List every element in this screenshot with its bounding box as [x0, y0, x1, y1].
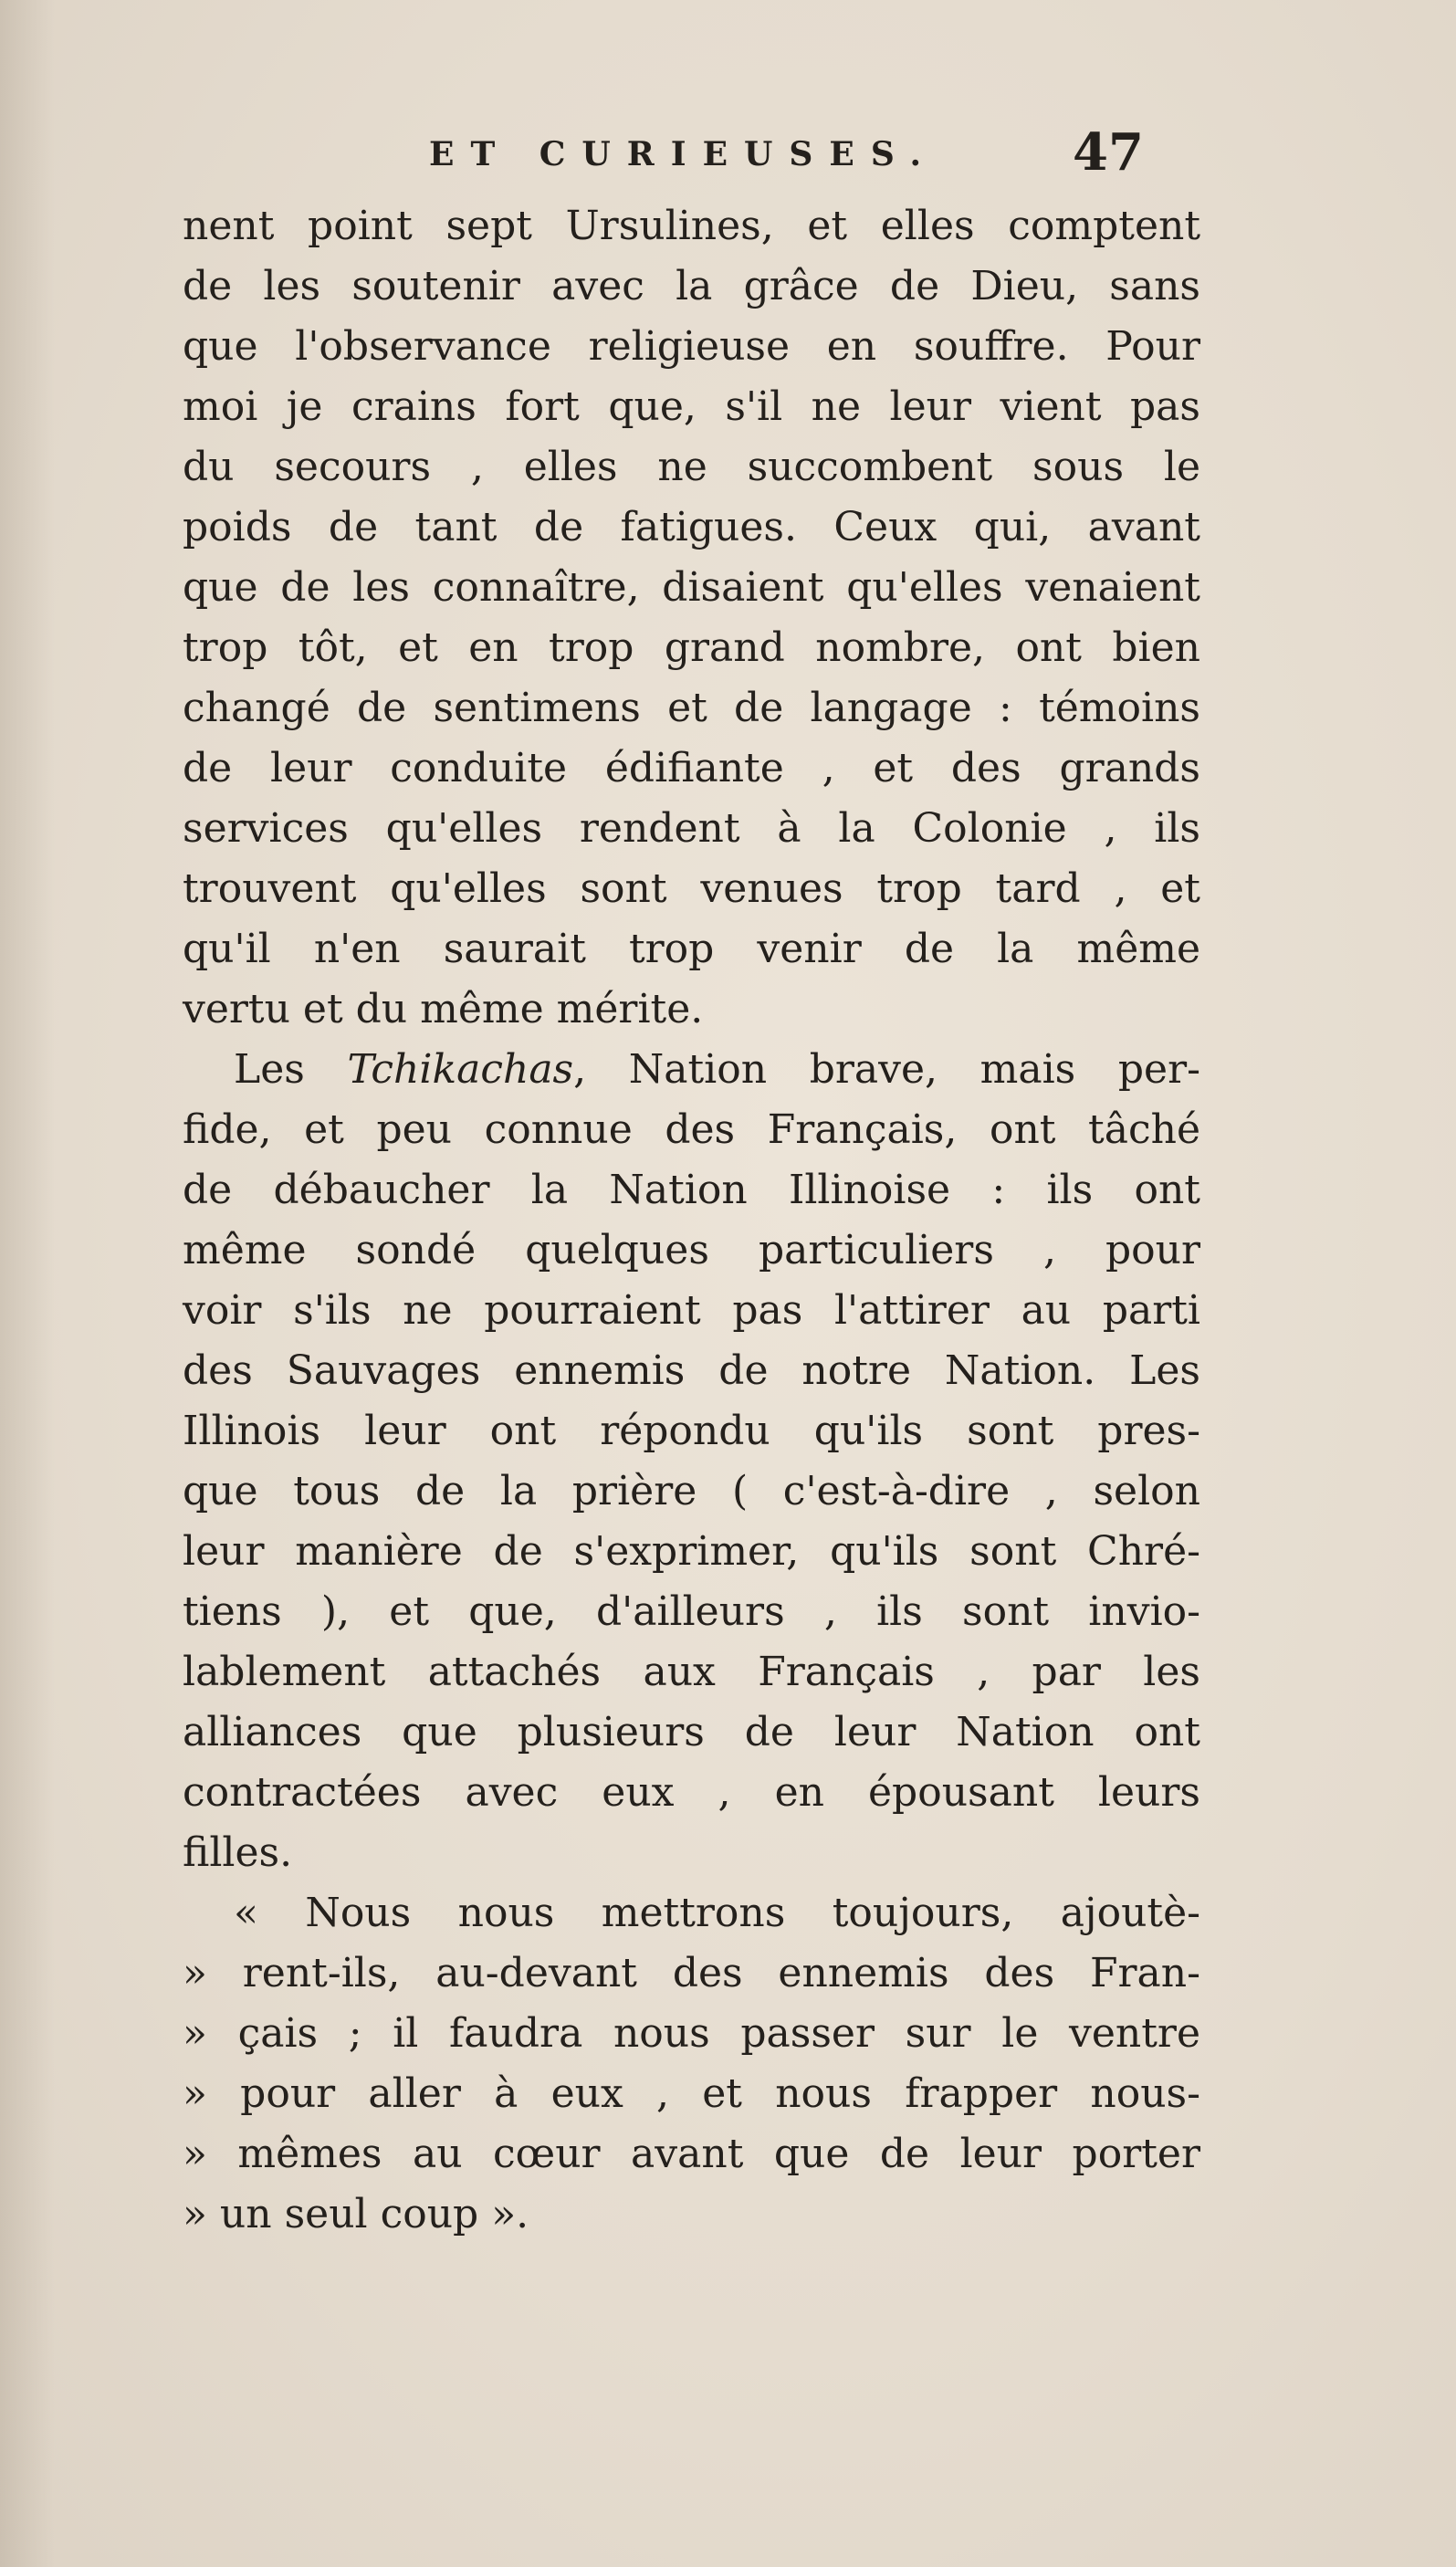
text-line: trouvent qu'elles sont venues trop tard , et — [183, 865, 1200, 912]
text-line: services qu'elles rendent à la Colonie , ils — [183, 805, 1200, 852]
text-line: que de les connaître, disaient qu'elles venaient — [183, 564, 1200, 611]
text-line: poids de tant de fatigues. Ceux qui, avant — [183, 504, 1200, 550]
text-line: leur manière de s'exprimer, qu'ils sont Chré- — [183, 1528, 1200, 1575]
text-line: Les Tchikachas, Nation brave, mais per- — [234, 1046, 1200, 1093]
running-title: ET CURIEUSES. — [429, 135, 938, 173]
text-line: même sondé quelques particuliers , pour — [183, 1227, 1200, 1273]
text-line: de débaucher la Nation Illinoise : ils ont — [183, 1167, 1200, 1213]
text-line: vertu et du même mérite. — [183, 986, 704, 1032]
text-line: moi je crains fort que, s'il ne leur vient pas — [183, 383, 1200, 430]
text-line: nent point sept Ursulines, et elles comptent — [183, 203, 1200, 249]
text-line: fide, et peu connue des Français, ont tâché — [183, 1106, 1200, 1153]
page-number: 47 — [1073, 122, 1144, 183]
text-line: du secours , elles ne succombent sous le — [183, 444, 1200, 490]
text-line: » çais ; il faudra nous passer sur le ventre — [183, 2010, 1200, 2057]
text-line: » un seul coup ». — [183, 2191, 529, 2237]
text-line: filles. — [183, 1829, 293, 1876]
text-line: Illinois leur ont répondu qu'ils sont pres- — [183, 1408, 1200, 1454]
italic-name: Tchikachas — [347, 1046, 574, 1093]
spine-shadow — [0, 0, 55, 2567]
text-line: lablement attachés aux Français , par les — [183, 1649, 1200, 1695]
text-line: « Nous nous mettrons toujours, ajoutè- — [234, 1890, 1200, 1936]
text-line: alliances que plusieurs de leur Nation ont — [183, 1709, 1200, 1755]
text-line: voir s'ils ne pourraient pas l'attirer au parti — [183, 1287, 1200, 1334]
text-line: tiens ), et que, d'ailleurs , ils sont invio- — [183, 1588, 1200, 1635]
text-line: de leur conduite édifiante , et des grands — [183, 745, 1200, 791]
text-line: de les soutenir avec la grâce de Dieu, sans — [183, 263, 1200, 309]
text-line: qu'il n'en saurait trop venir de la même — [183, 926, 1200, 972]
text-line: » mêmes au cœur avant que de leur porter — [183, 2131, 1200, 2177]
text-line: changé de sentimens et de langage : témoins — [183, 685, 1200, 731]
text-line: » pour aller à eux , et nous frapper nous- — [183, 2070, 1200, 2117]
body-text — [183, 196, 1200, 2245]
text-line: que l'observance religieuse en souffre. Pour — [183, 323, 1200, 370]
text-line: des Sauvages ennemis de notre Nation. Les — [183, 1347, 1200, 1394]
text-line: » rent-ils, au-devant des ennemis des Fran- — [183, 1950, 1200, 1996]
text-line: que tous de la prière ( c'est-à-dire , selon — [183, 1468, 1200, 1514]
running-head — [0, 122, 1456, 201]
text-line: contractées avec eux , en épousant leurs — [183, 1769, 1200, 1816]
text-line: trop tôt, et en trop grand nombre, ont bien — [183, 624, 1200, 671]
